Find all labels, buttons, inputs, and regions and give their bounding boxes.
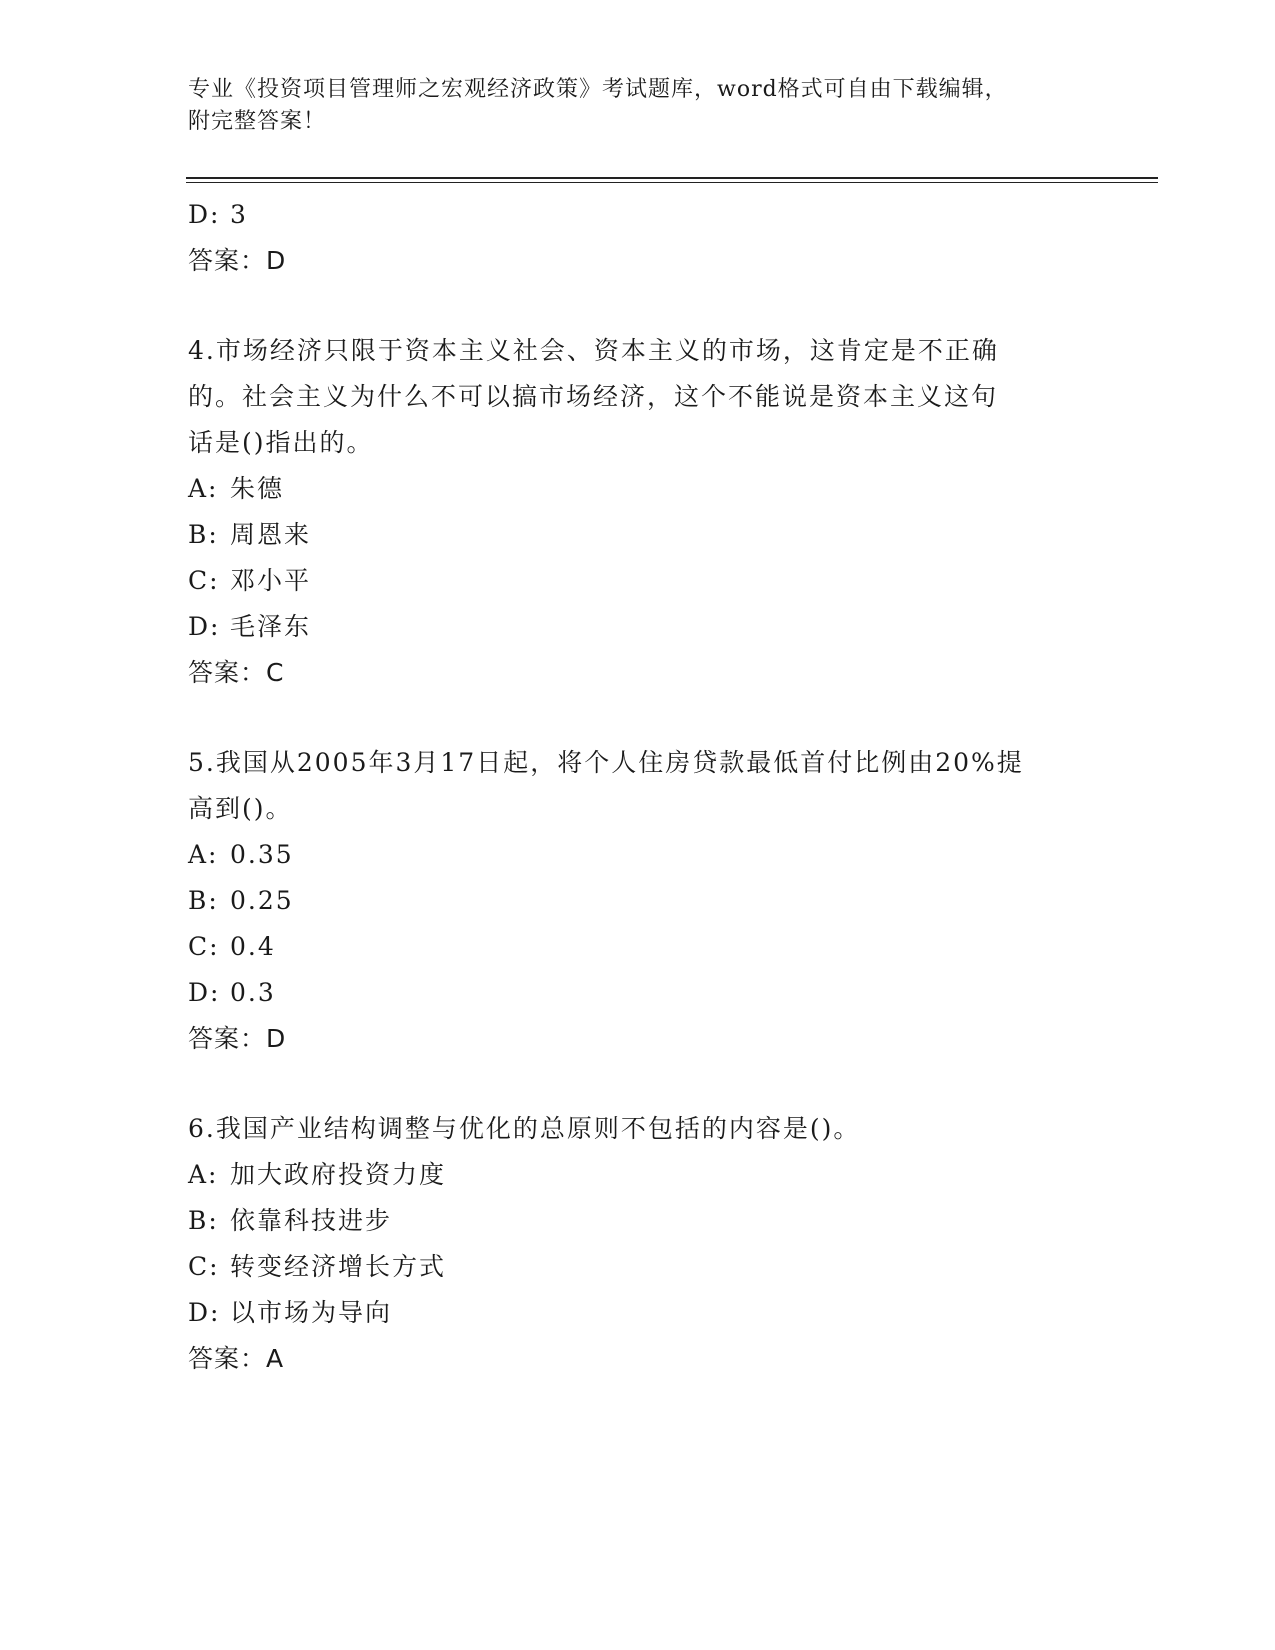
option-key: D: [188, 612, 221, 641]
answer-line [188, 1336, 1088, 1382]
option-line [188, 604, 1088, 650]
option-key: D: [188, 200, 221, 229]
answer-value: A [266, 1344, 285, 1373]
answer-line [188, 1016, 1088, 1062]
option-text: 周恩来 [230, 520, 312, 549]
option-key: A: [188, 474, 219, 503]
answer-label: 答案： [188, 246, 267, 275]
option-line [188, 970, 1088, 1016]
option-key: B: [188, 886, 219, 915]
option-key: B: [188, 1206, 219, 1235]
option-key: A: [188, 1160, 219, 1189]
option-text: 0.3 [230, 978, 276, 1007]
option-key: C: [188, 566, 220, 595]
option-line [188, 1152, 1088, 1198]
option-key: C: [188, 932, 220, 961]
answer-label: 答案： [188, 658, 267, 687]
option-key: C: [188, 1252, 220, 1281]
question-text: 4.市场经济只限于资本主义社会、资本主义的市场，这肯定是不正确 的。社会主义为什么不可以搞市场经济，这个不能说是资本主义这句 话是()指出的。 [188, 336, 999, 457]
option-text: 朱德 [230, 474, 285, 503]
option-text: 依靠科技进步 [230, 1206, 393, 1235]
option-text: 0.25 [230, 886, 294, 915]
option-text: 0.4 [230, 932, 276, 961]
answer-line [188, 650, 1088, 696]
option-key: D: [188, 1298, 221, 1327]
header-line-2: 附完整答案！ [188, 109, 327, 134]
answer-value: D [266, 1024, 287, 1053]
option-key: B: [188, 520, 219, 549]
question-text: 5.我国从2005年3月17日起，将个人住房贷款最低首付比例由20%提 高到()。 [188, 748, 1024, 823]
option-key: A: [188, 840, 219, 869]
document-header [188, 74, 1088, 138]
question-block [188, 328, 1088, 696]
option-text: 3 [230, 200, 248, 229]
option-line [188, 878, 1088, 924]
option-line [188, 1244, 1088, 1290]
option-line [188, 832, 1088, 878]
option-text: 加大政府投资力度 [230, 1160, 447, 1189]
option-line [188, 192, 1088, 238]
header-line-1: 专业《投资项目管理师之宏观经济政策》考试题库，word格式可自由下载编辑， [188, 77, 1008, 102]
option-text: 邓小平 [230, 566, 312, 595]
option-line [188, 1290, 1088, 1336]
option-text: 毛泽东 [230, 612, 312, 641]
question-text: 6.我国产业结构调整与优化的总原则不包括的内容是()。 [188, 1114, 861, 1143]
question-block [188, 1106, 1088, 1382]
option-line [188, 466, 1088, 512]
answer-label: 答案： [188, 1024, 267, 1053]
option-line [188, 558, 1088, 604]
answer-label: 答案： [188, 1344, 267, 1373]
answer-line [188, 238, 1088, 284]
option-text: 0.35 [230, 840, 294, 869]
question-block [188, 740, 1088, 1062]
answer-value: C [266, 658, 285, 687]
option-line [188, 924, 1088, 970]
option-line [188, 1198, 1088, 1244]
answer-value: D [266, 246, 287, 275]
option-text: 转变经济增长方式 [230, 1252, 447, 1281]
option-text: 以市场为导向 [230, 1298, 393, 1327]
header-rule-thin [186, 182, 1158, 183]
option-key: D: [188, 978, 221, 1007]
question-list [188, 192, 1088, 1382]
header-rule-thick [186, 177, 1158, 179]
option-line [188, 512, 1088, 558]
